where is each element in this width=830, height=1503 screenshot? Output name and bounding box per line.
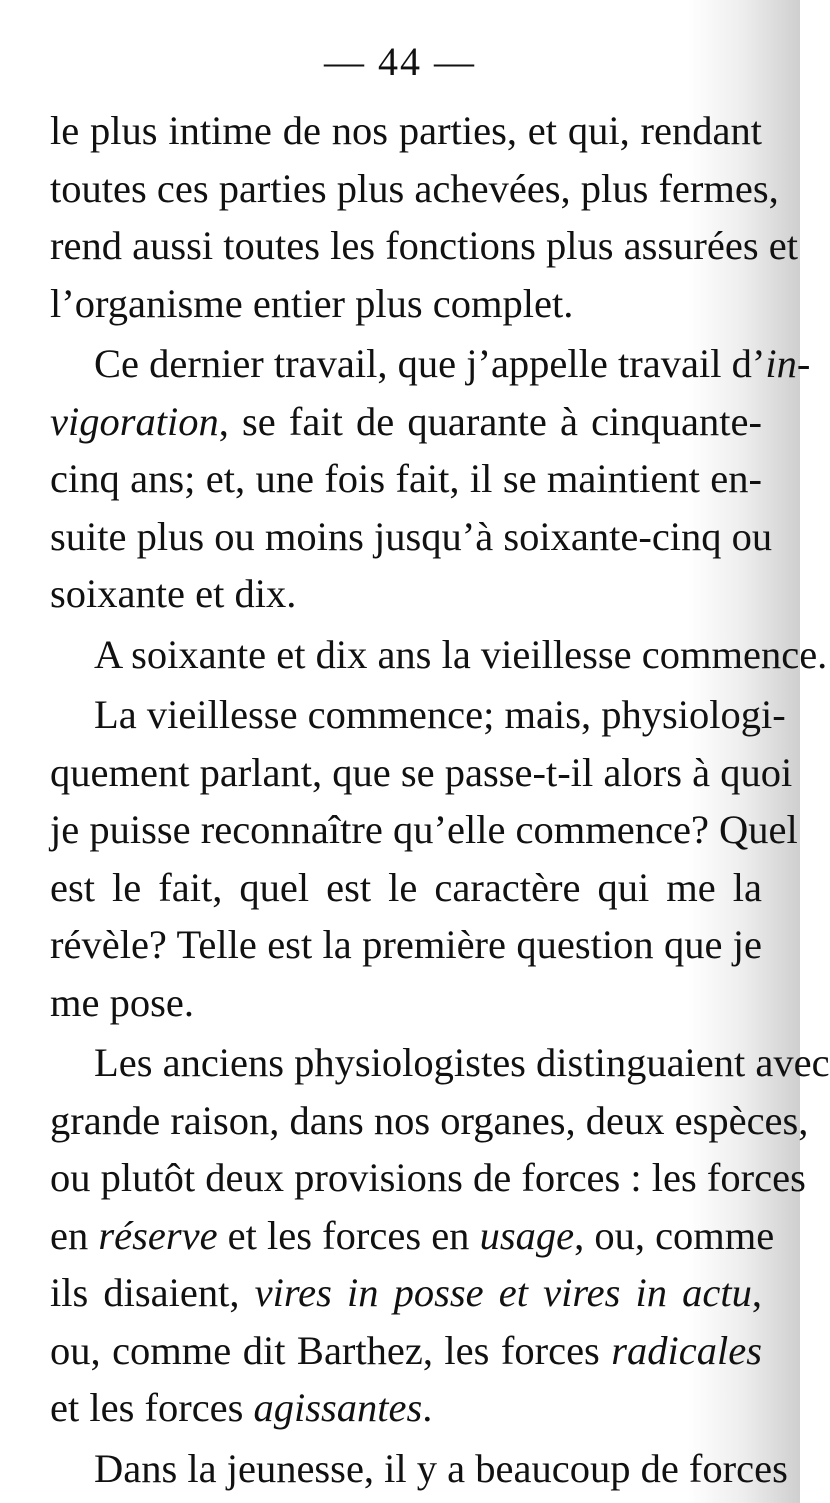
text-line: cinq ans; et, une fois fait, il se maintient en-: [50, 456, 762, 501]
page-number: — 44 —: [324, 39, 476, 84]
text-line: soixante et dix.: [50, 571, 297, 616]
text-line: l’organisme entier plus complet.: [50, 280, 574, 326]
text-line: ou plutôt deux provisions de forces : les forces: [50, 1155, 806, 1200]
text-line: Ce dernier travail, que j’appelle travail d’in-: [94, 341, 811, 386]
text-line: révèle? Telle est la première question que je: [50, 922, 762, 967]
paragraph-2: [50, 335, 811, 623]
paragraph-6: [50, 1440, 788, 1498]
text-line: est le fait, quel est le caractère qui me la: [50, 864, 762, 910]
text-line: ils disaient, vires in posse et vires in actu,: [50, 1270, 762, 1315]
text-line: suite plus ou moins jusqu’à soixante-cinq ou: [50, 513, 773, 559]
text-line: quement parlant, que se passe-t-il alors à quoi: [50, 749, 793, 795]
text-line: en réserve et les forces en usage, ou, comme: [50, 1212, 775, 1258]
italic-text: in-: [765, 341, 811, 386]
paragraph-5: [50, 1034, 830, 1437]
italic-text: radicales: [611, 1327, 762, 1373]
text-line: Dans la jeunesse, il y a beaucoup de forces: [94, 1445, 788, 1491]
text-line: rend aussi toutes les fonctions plus assurées et: [50, 223, 798, 268]
text-line: ou, comme dit Barthez, les forces radicales: [50, 1327, 762, 1373]
italic-text: vires in posse et vires in actu: [254, 1270, 752, 1315]
body-text: [50, 102, 830, 1497]
text-line: je puisse reconnaître qu’elle commence? Quel: [50, 807, 798, 852]
text-line: vigoration, se fait de quarante à cinquante-: [50, 398, 762, 444]
text-line: A soixante et dix ans la vieillesse commence.: [94, 631, 828, 677]
italic-text: réserve: [98, 1212, 218, 1258]
italic-text: vigoration: [50, 398, 219, 444]
text-line: me pose.: [50, 979, 194, 1025]
italic-text: agissantes: [253, 1385, 423, 1430]
paragraph-4: [50, 686, 798, 1031]
text-line: et les forces agissantes.: [50, 1385, 433, 1430]
paragraph-1: [50, 102, 798, 332]
text-line: le plus intime de nos parties, et qui, rendant: [50, 108, 762, 153]
text-line: Les anciens physiologistes distinguaient avec: [94, 1040, 830, 1085]
italic-text: usage: [479, 1212, 575, 1258]
paragraph-3: [50, 626, 828, 684]
text-line: grande raison, dans nos organes, deux espèces,: [50, 1097, 809, 1143]
text-line: La vieillesse commence; mais, physiologi-: [94, 692, 786, 737]
text-line: toutes ces parties plus achevées, plus fermes,: [50, 165, 779, 211]
